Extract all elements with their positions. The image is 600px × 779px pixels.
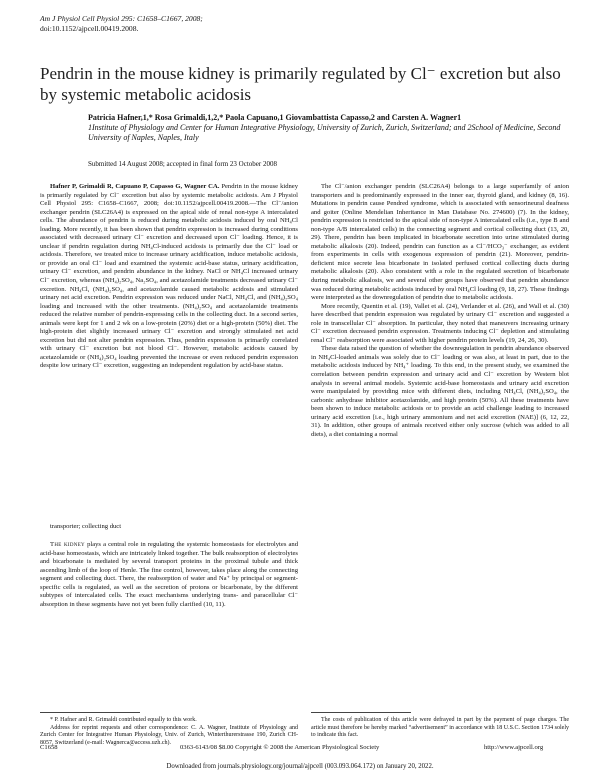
abstract-citation: Hafner P, Grimaldi R, Capuano P, Capasso G, Wagner CA.	[50, 183, 220, 190]
footnote-right	[311, 717, 569, 740]
footnote-equal-contribution: * P. Hafner and R. Grimaldi contributed equally to this work.	[50, 717, 197, 723]
article-title: Pendrin in the mouse kidney is primarily regulated by Cl⁻ excretion but also by systemic metabolic acidosis	[40, 64, 561, 104]
copyright-line: 0363-6143/08 $8.00 Copyright © 2008 the American Physiological Society	[180, 744, 380, 751]
intro-body: plays a central role in regulating the systemic homeostasis for electrolytes and acid-base homeostasis, which are intricately linked together. The bulk reabsorption of electrolytes and bicarbonate is mediated by several transport proteins in the proximal tubule and thick ascending limb of the loop of Henle. The fine control, however, takes place along the connecting segment and collecting duct. There, the reabsorption of water and Na⁺ by principal or segment-specific cells is regulated, as well as the secretion of protons or bicarbonate, by the different subtypes of intercalated cells. The exact mechanisms underlying trans- and paracellular Cl⁻ absorption in these segments have not yet been fully clarified (10, 11).	[40, 541, 299, 608]
page-number: C1658	[40, 744, 58, 751]
journal-header	[40, 14, 360, 33]
footnote-address: Address for reprint requests and other correspondence: C. A. Wagner, Institute of Physiology and Zurich Center for Integrative Human Physiology, Univ. of Zurich, Winterthurerstrasse 190, Zurich CH-8057, Switzerland (e-mail: Wagnerca@access.uzh.ch).	[40, 724, 298, 746]
submission-dates: Submitted 14 August 2008; accepted in final form 23 October 2008	[88, 160, 277, 168]
right-paragraph-2: More recently, Quentin et al. (19), Vallet et al. (24), Verlander et al. (26), and Wall et al. (30) have described that pendrin expression was regulated by urinary Cl⁻ excretion and suggested a role in transcellular Cl⁻ absorption. In particular, they noted that maneuvers increasing urinary Cl⁻ excretion decreased pendrin expression. Treatments inducing Cl⁻ depletion and stimulating renal Cl⁻ reabsorption were associated with higher pendrin protein levels (19, 24, 26, 30).	[311, 302, 569, 344]
right-column	[311, 183, 569, 439]
journal-url: http://www.ajpcell.org	[484, 744, 544, 751]
abstract	[40, 183, 298, 371]
footnote-rule-left	[40, 712, 140, 713]
right-paragraph-1: The Cl⁻/anion exchanger pendrin (SLC26A4) belongs to a large superfamily of anion transporters and is predominantly expressed in the inner ear, thyroid gland, and kidney (8, 16). Mutations in pendrin cause Pendred syndrome, which is associated with sensorineural deafness and goiter (Online Mendelian Inheritance in Man Database No. 274600) (7). In the kidney, pendrin expression is restricted to the apical side of non-type A intercalated cells (i.e., type B and non-type A/B intercalated cells) in the connecting segment and cortical collecting duct (13, 20, 29). There, pendrin has been implicated in bicarbonate secretion into urine stimulated during metabolic alkalosis (20). Indeed, pendrin can function as a Cl⁻/HCO₃⁻ exchanger, as evident from experiments in cells with exogenous expression of pendrin (21). Moreover, pendrin-deficient mice secrete less bicarbonate in isolated perfused cortical collecting ducts during metabolic alkalosis (20). Also consistent with a role in the regulated secretion of bicarbonate during metabolic alkalosis, we and several other groups have observed that pendrin abundance was reduced during metabolic acidosis induced by oral NH₄Cl loading (9, 18, 27). These findings were interpreted as the downregulation of pendrin due to metabolic acidosis.	[311, 183, 569, 302]
right-paragraph-3: These data raised the question of whether the downregulation in pendrin abundance observed in NH₄Cl-loaded animals was solely due to Cl⁻ loading or was also, at least in part, due to the metabolic acidosis induced by NH₄⁺ loading. To this end, in the present study, we examined the correlation between pendrin expression and urinary acid and Cl⁻ excretion by Western blot analysis in several animal models. Systemic acid-base homeostasis and urinary acid excretion were manipulated by providing mice with different diets, including NH₄Cl, (NH₄)₂SO₄, the carbonic anhydrase inhibitor acetazolamide, and high protein (50%). All these treatments have been shown to induce metabolic acidosis or to provide an acid challenge leading to increased urinary acid excretion [i.e., high urinary ammonium and net acid excretion (NAE)] (6, 12, 22, 31). In addition, other groups of animals received either only sucrose (which was added to all diets), a diet containing a normal	[311, 345, 569, 438]
introduction	[40, 541, 298, 609]
download-notice: Downloaded from journals.physiology.org/journal/ajpcell (003.093.064.172) on January 20, 2022.	[166, 763, 434, 770]
footnote-costs: The costs of publication of this article were defrayed in part by the payment of page charges. The article must therefore be hereby marked “advertisement” in accordance with 18 U.S.C. Section 1734 solely to indicate this fact.	[311, 717, 569, 739]
journal-citation-line: Am J Physiol Cell Physiol 295: C1658–C1667, 2008;	[40, 14, 203, 23]
author-names: Patricia Hafner,1,* Rosa Grimaldi,1,2,* Paola Capuano,1 Giovambattista Capasso,2 and Carsten A. Wagner1	[88, 113, 462, 122]
author-block	[88, 113, 568, 143]
keywords: transporter; collecting duct	[50, 523, 122, 530]
doi-line: doi:10.1152/ajpcell.00419.2008.	[40, 23, 139, 33]
footnote-rule-right	[311, 712, 411, 713]
abstract-body: Pendrin in the mouse kidney is primarily regulated by Cl⁻ excretion but also by systemic metabolic acidosis. Am J Physiol Cell Physiol 295: C1658–C1667, 2008; doi:10.1152/ajpcell.00419.2008.—The Cl⁻/anion exchanger pendrin (SLC26A4) is expressed on the apical side of renal non-type A intercalated cells. The abundance of pendrin is reduced during metabolic acidosis induced by oral NH₄Cl loading. More recently, it has been shown that pendrin expression is increased during conditions associated with decreased urinary Cl⁻ excretion and decreased upon Cl⁻ loading. Hence, it is unclear if pendrin regulation during NH₄Cl-induced acidosis is primarily due the Cl⁻ load or acidosis. Therefore, we treated mice to increase urinary acidification, induce metabolic acidosis, or provide an oral Cl⁻ load and examined the systemic acid-base status, urinary acidification, urinary Cl⁻ excretion, and pendrin abundance in the kidney. NaCl or NH₄Cl increased urinary Cl⁻ excretion, whereas (NH₄)₂SO₄, Na₂SO₄, and acetazolamide treatments decreased urinary Cl⁻ excretion. NH₄Cl, (NH₄)₂SO₄, and acetazolamide caused metabolic acidosis and stimulated urinary net acid excretion. Pendrin expression was reduced under NaCl, NH₄Cl, and (NH₄)₂SO₄ loading and increased with the other treatments. (NH₄)₂SO₄ and acetazolamide treatments reduced the relative number of pendrin-expressing cells in the collecting duct. In a second series, animals were kept for 1 and 2 wk on a low-protein (20%) diet or a high-protein (50%) diet. The high-protein diet slightly increased urinary Cl⁻ excretion and strongly stimulated net acid excretion but did not alter pendrin expression. Thus, pendrin expression is primarily correlated with urinary Cl⁻ excretion but not blood Cl⁻. However, metabolic acidosis caused by acetazolamide or (NH₄)₂SO₄ loading prevented the increase or even reduced pendrin expression despite low urinary Cl⁻ excretion, suggesting an independent regulation by acid-base status.	[40, 183, 299, 370]
author-affiliations: 1Institute of Physiology and Center for Human Integrative Physiology, University of Zurich, Zurich, Switzerland; and 2School of Medicine, Second University of Naples, Naples, Italy	[88, 123, 561, 142]
footnote-left	[40, 717, 298, 747]
intro-lead: The kidney	[50, 541, 85, 548]
